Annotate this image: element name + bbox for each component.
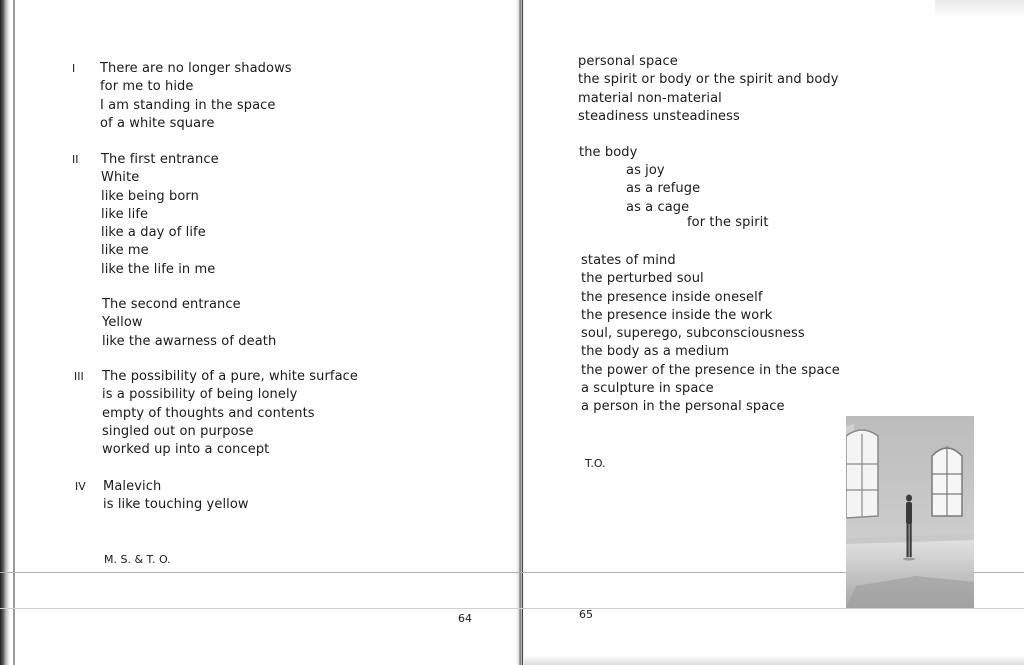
poem-line: the presence inside oneself — [581, 289, 763, 305]
bottom-edge — [524, 655, 1024, 665]
page-edge-left — [0, 0, 10, 665]
poem-line: the perturbed soul — [581, 271, 704, 287]
poem-line: The first entrance — [101, 152, 219, 167]
poem-line: like a day of life — [101, 225, 206, 241]
poem-line: of a white square — [100, 115, 215, 131]
poem-line: the power of the presence in the space — [581, 362, 840, 378]
poem-line: material non-material — [578, 90, 722, 106]
page-edge-line — [13, 0, 15, 665]
poem-line: like the awarness of death — [102, 333, 277, 349]
poem-line: like life — [101, 206, 149, 222]
poem-stanza — [581, 252, 840, 417]
poem-line: a person in the personal space — [581, 399, 785, 415]
section-numeral: III — [74, 370, 84, 383]
poem-stanza — [102, 368, 358, 459]
poem-line: as joy — [626, 163, 665, 178]
poem-stanza — [102, 296, 276, 351]
section-numeral: I — [72, 62, 76, 75]
poem-stanza — [626, 162, 700, 217]
poem-line: like me — [101, 243, 149, 259]
top-shadow — [935, 0, 1024, 18]
poem-line: the spirit or body or the spirit and body — [578, 72, 839, 88]
poem-line: The second entrance — [102, 297, 241, 312]
poem-line: empty of thoughts and contents — [102, 405, 315, 421]
poem-line: Yellow — [102, 315, 143, 331]
poem-line: the body — [579, 145, 638, 160]
poem-line: the body as a medium — [581, 344, 730, 360]
poem-line: The possibility of a pure, white surface — [102, 369, 359, 384]
section-numeral: IV — [75, 480, 86, 493]
poem-line: like the life in me — [101, 261, 216, 277]
poem-line: is like touching yellow — [103, 497, 249, 513]
section-numeral: II — [72, 153, 79, 166]
poem-line: singled out on purpose — [102, 423, 254, 439]
poem-line: worked up into a concept — [102, 442, 270, 458]
poem-line: states of mind — [581, 253, 676, 268]
poem-line: for me to hide — [100, 79, 194, 95]
author-signature: M. S. & T. O. — [104, 553, 171, 566]
figure-in-white-room-photo — [846, 416, 974, 608]
poem-line: the presence inside the work — [581, 307, 773, 323]
poem-line: for the spirit — [687, 215, 769, 230]
poem-stanza — [578, 53, 839, 126]
poem-line: Malevich — [103, 479, 162, 494]
author-signature: T.O. — [585, 457, 606, 470]
poem-line: personal space — [578, 54, 678, 69]
gutter-line — [522, 0, 523, 665]
poem-line: soul, superego, subconsciousness — [581, 326, 805, 342]
poem-stanza — [101, 151, 219, 279]
page-number: 64 — [458, 612, 472, 625]
page-number: 65 — [579, 608, 593, 621]
poem-line: as a cage — [626, 199, 690, 215]
poem-line: There are no longer shadows — [100, 61, 292, 76]
poem-line: steadiness unsteadiness — [578, 108, 740, 124]
poem-line: White — [101, 170, 140, 186]
poem-line: is a possibility of being lonely — [102, 387, 298, 403]
poem-line: I am standing in the space — [100, 97, 276, 113]
poem-line: like being born — [101, 188, 199, 204]
poem-stanza — [103, 478, 249, 515]
poem-stanza — [100, 60, 292, 133]
poem-line: as a refuge — [626, 181, 701, 197]
scan-line — [0, 608, 1024, 609]
poem-line: a sculpture in space — [581, 381, 714, 397]
